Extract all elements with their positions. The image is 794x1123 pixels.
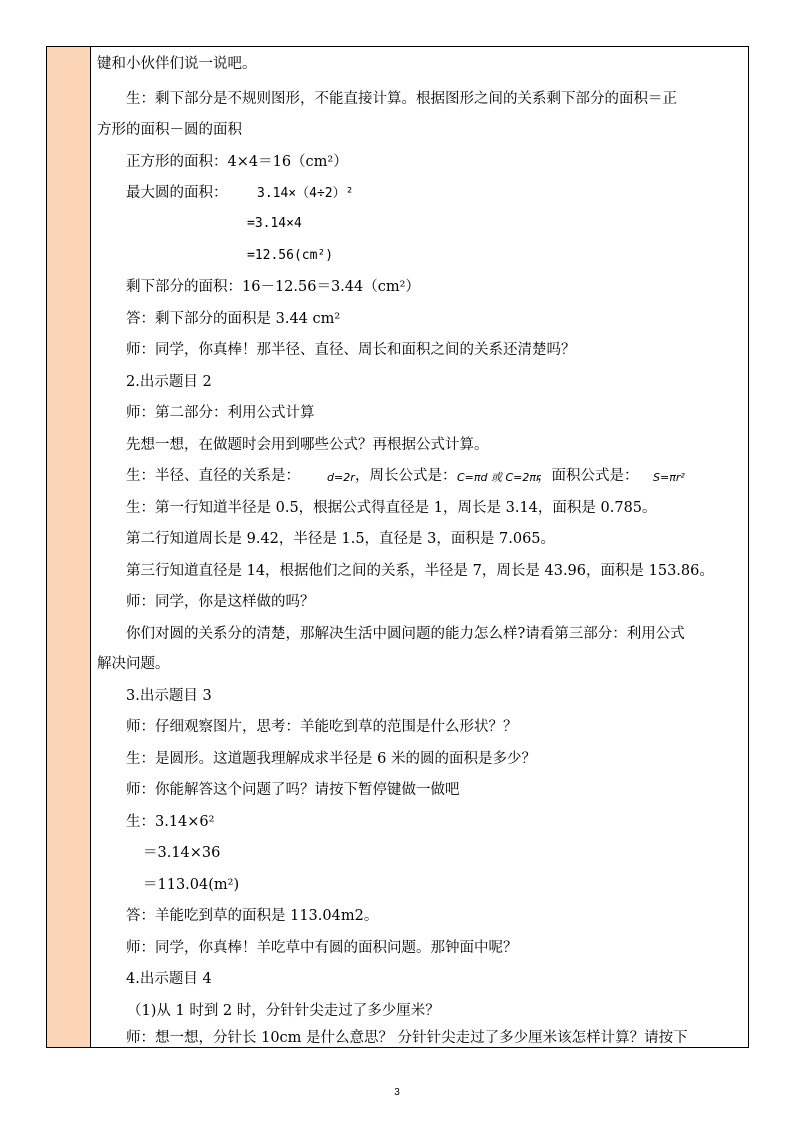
text-line: 师：仔细观察图片，思考：羊能吃到草的范围是什么形状？？ xyxy=(126,719,518,735)
text-line: 4.出示题目 4 xyxy=(126,971,212,987)
text-line: 先想一想，在做题时会用到哪些公式？再根据公式计算。 xyxy=(126,437,489,453)
content-cell xyxy=(91,47,748,1047)
shaded-label-column xyxy=(47,47,91,1047)
text-line: 3.出示题目 3 xyxy=(126,688,212,704)
formula-line: ＝113.04(m²) xyxy=(143,877,240,893)
text-line: 答：羊能吃到草的面积是 113.04m2。 xyxy=(126,908,379,924)
formula-line: 3.14×（4÷2）² xyxy=(257,186,354,201)
text-line: 师：同学，你真棒！那半径、直径、周长和面积之间的关系还清楚吗？ xyxy=(126,342,576,358)
text-line: ，周长公式是： xyxy=(355,468,457,484)
text-line: 方形的面积－圆的面积 xyxy=(97,122,242,138)
text-line: 解决问题。 xyxy=(97,656,170,672)
text-line: 师：想一想，分针长 10cm 是什么意思？ 分针针尖走过了多少厘米该怎样计算？请按下 xyxy=(126,1030,688,1046)
text-line: 最大圆的面积： xyxy=(126,185,228,201)
text-line: 答：剩下部分的面积是 3.44 cm² xyxy=(126,311,341,327)
text-line: 你们对圆的关系分的清楚，那解决生活中圆问题的能力怎么样?请看第三部分：利用公式 xyxy=(126,626,685,642)
lesson-table xyxy=(46,46,749,1048)
text-line: 师：同学，你是这样做的吗？ xyxy=(126,594,315,610)
text-line: ，面积公式是： xyxy=(537,468,639,484)
text-line: 剩下部分的面积：16－12.56＝3.44（cm²） xyxy=(126,279,420,295)
formula-line: =12.56(cm²) xyxy=(247,248,334,263)
formula-circumference: C=πd 或 C=2πr xyxy=(457,471,541,484)
text-line: 生：剩下部分是不规则图形，不能直接计算。根据图形之间的关系剩下部分的面积＝正 xyxy=(126,91,677,107)
text-line: 第二行知道周长是 9.42，半径是 1.5，直径是 3，面积是 7.065。 xyxy=(126,531,556,547)
text-line: 生：半径、直径的关系是： xyxy=(126,468,300,484)
text-line: （1)从 1 时到 2 时，分针针尖走过了多少厘米？ xyxy=(127,1003,440,1019)
text-line: 师：同学，你真棒！羊吃草中有圆的面积问题。那钟面中呢？ xyxy=(126,940,518,956)
text-line: 生：3.14×6² xyxy=(126,814,215,830)
text-line: 生：第一行知道半径是 0.5，根据公式得直径是 1，周长是 3.14，面积是 0.785。 xyxy=(126,500,657,516)
text-line: 师：你能解答这个问题了吗？请按下暂停键做一做吧 xyxy=(126,782,460,798)
formula-diameter: d=2r xyxy=(327,471,355,484)
text-line: 生：是圆形。这道题我理解成求半径是 6 米的圆的面积是多少？ xyxy=(126,751,536,767)
text-line: 第三行知道直径是 14，根据他们之间的关系，半径是 7，周长是 43.96，面积是 153.86。 xyxy=(126,563,714,579)
text-line: 正方形的面积：4×4＝16（cm²） xyxy=(126,154,348,170)
text-line: 师：第二部分：利用公式计算 xyxy=(126,405,315,421)
text-line: 2.出示题目 2 xyxy=(126,374,212,390)
formula-line: =3.14×4 xyxy=(247,216,302,231)
text-line: 键和小伙伴们说一说吧。 xyxy=(97,56,257,72)
formula-line: ＝3.14×36 xyxy=(143,845,221,861)
page-number: 3 xyxy=(394,1087,400,1098)
formula-area: S=πr² xyxy=(653,471,685,484)
